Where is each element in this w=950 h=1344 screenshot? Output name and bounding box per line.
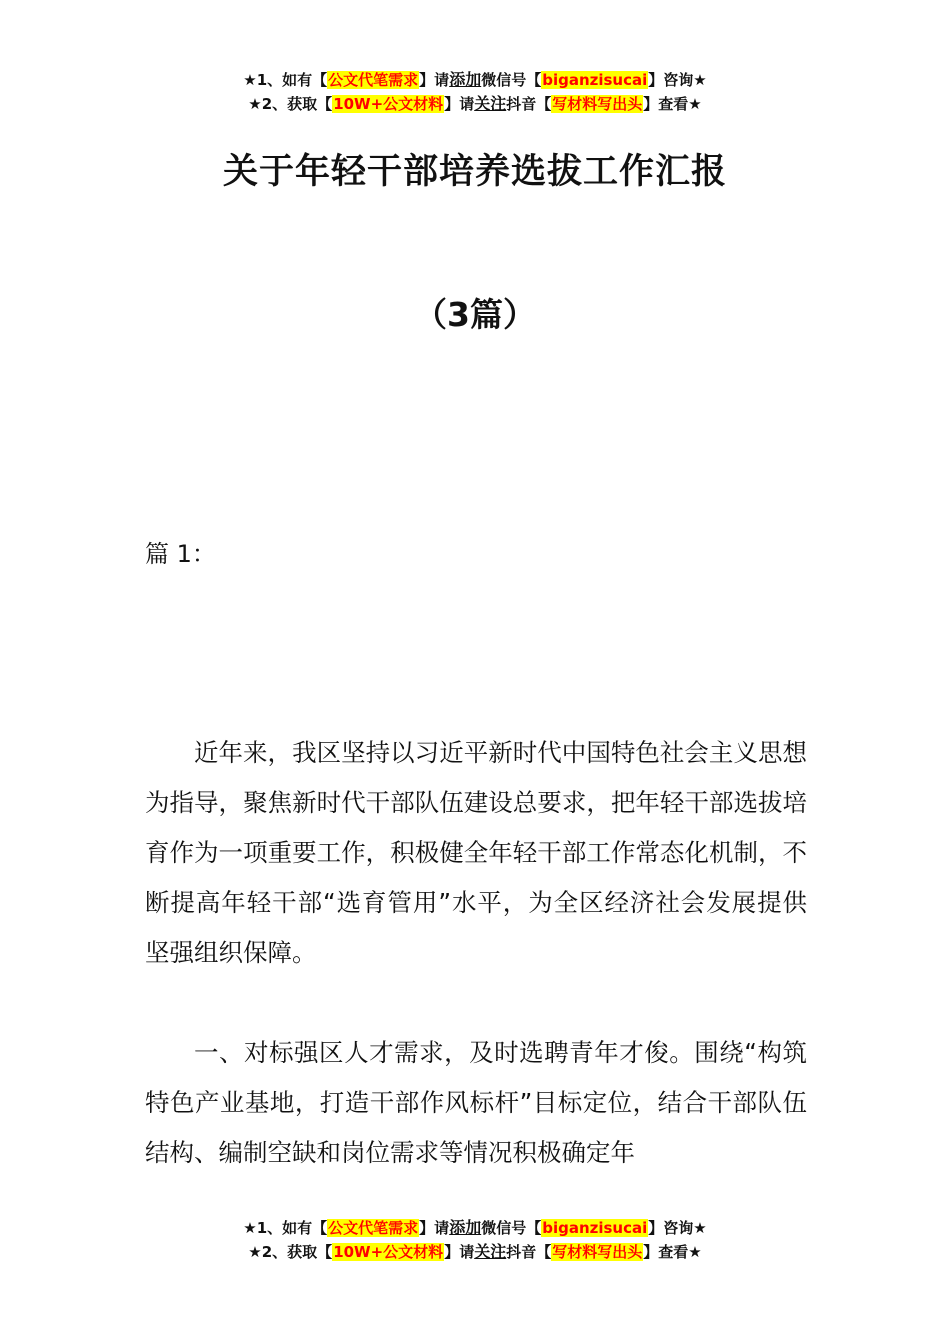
banner-text: 】请 xyxy=(419,1219,450,1237)
footer-banner xyxy=(0,1216,950,1264)
banner-text: 】请 xyxy=(444,1243,475,1261)
banner-line-2 xyxy=(0,92,950,116)
banner-underlined-text: 添加 xyxy=(449,70,482,89)
banner-line-1 xyxy=(0,1216,950,1240)
body-paragraph: 一、对标强区人才需求，及时选聘青年才俊。围绕“构筑特色产业基地，打造干部作风标杆”目标定位，结合干部队伍结构、编制空缺和岗位需求等情况积极确定年 xyxy=(145,1038,807,1167)
section-label: 篇 1： xyxy=(145,540,216,568)
header-banner xyxy=(0,68,950,116)
banner-underlined-text: 关注 xyxy=(474,1242,507,1261)
banner-highlight: 公文代笔需求 xyxy=(328,1219,419,1237)
banner-underlined-text: 关注 xyxy=(474,94,507,113)
banner-text: 】查看★ xyxy=(643,95,702,113)
banner-line-2 xyxy=(0,1240,950,1264)
banner-line-1 xyxy=(0,68,950,92)
banner-text: 抖音【 xyxy=(506,95,552,113)
banner-text: 微信号【 xyxy=(481,1219,542,1237)
banner-text: ★2、获取【 xyxy=(248,95,333,113)
banner-highlight: 10W+公文材料 xyxy=(333,1243,444,1261)
document-subtitle: （3篇） xyxy=(414,295,536,334)
banner-highlight: 写材料写出头 xyxy=(552,1243,643,1261)
banner-text: ★1、如有【 xyxy=(243,1219,328,1237)
banner-highlight: biganzisucai xyxy=(542,71,648,89)
banner-text: 】查看★ xyxy=(643,1243,702,1261)
banner-text: 】咨询★ xyxy=(648,1219,707,1237)
banner-text: 微信号【 xyxy=(481,71,542,89)
banner-text: ★2、获取【 xyxy=(248,1243,333,1261)
banner-highlight: 写材料写出头 xyxy=(552,95,643,113)
document-title: 关于年轻干部培养选拔工作汇报 xyxy=(222,152,727,192)
banner-text: 抖音【 xyxy=(506,1243,552,1261)
banner-text: 】请 xyxy=(444,95,475,113)
body-paragraph: 近年来，我区坚持以习近平新时代中国特色社会主义思想为指导，聚焦新时代干部队伍建设总要求，把年轻干部选拔培育作为一项重要工作，积极健全年轻干部工作常态化机制，不断提高年轻干部“选育管用”水平，为全区经济社会发展提供坚强组织保障。 xyxy=(145,738,807,967)
banner-text: 】请 xyxy=(419,71,450,89)
banner-highlight: biganzisucai xyxy=(542,1219,648,1237)
banner-text: ★1、如有【 xyxy=(243,71,328,89)
banner-text: 】咨询★ xyxy=(648,71,707,89)
banner-underlined-text: 添加 xyxy=(449,1218,482,1237)
banner-highlight: 公文代笔需求 xyxy=(328,71,419,89)
banner-highlight: 10W+公文材料 xyxy=(333,95,444,113)
